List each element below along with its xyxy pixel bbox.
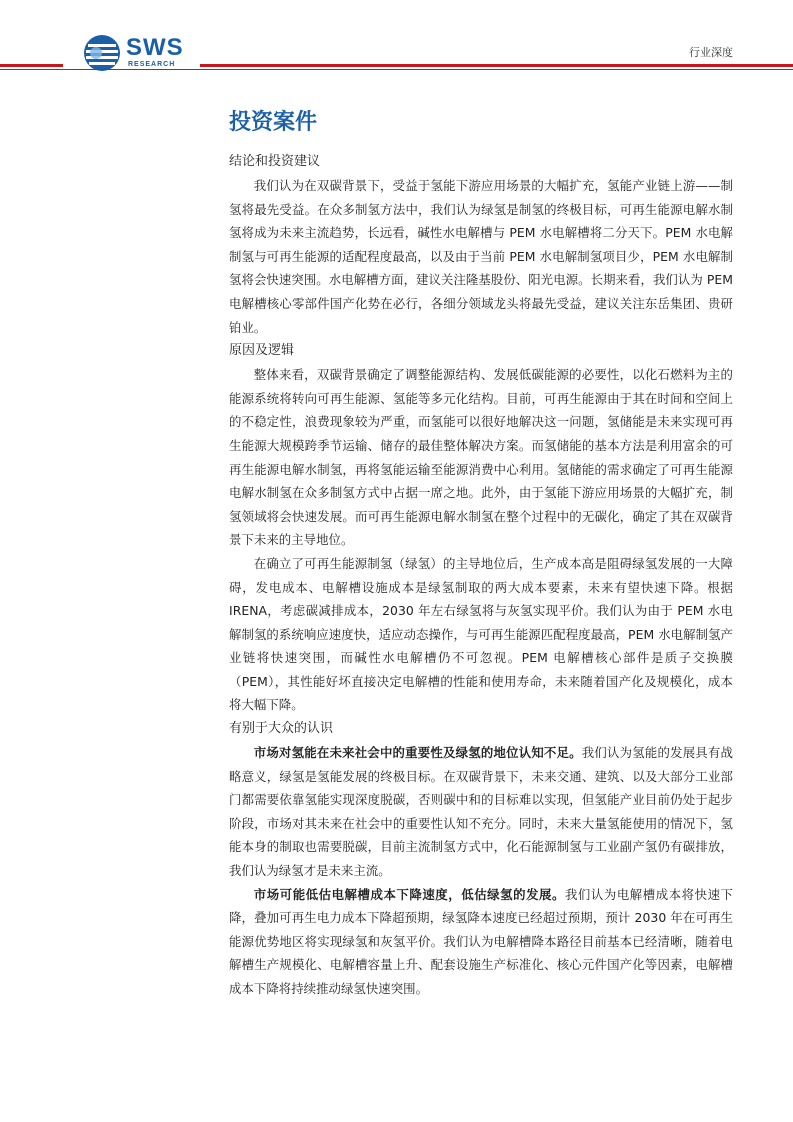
sws-logo — [82, 33, 202, 73]
report-body — [229, 106, 733, 1001]
header-rule-right — [200, 64, 793, 67]
sws-globe-icon — [82, 33, 122, 73]
subhead-conclusion: 结论和投资建议 — [229, 154, 321, 169]
report-type-label: 行业深度 — [689, 46, 733, 59]
subhead-differentiated-view: 有别于大众的认识 — [229, 721, 334, 737]
paragraph-text: 我们认为氢能的发展具有战略意义，绿氢是氢能发展的终极目标。在双碳背景下，未来交通、建筑、以及大部分工业部门都需要依靠氢能实现深度脱碳，否则碳中和的目标难以实现，但氢能产业目前仍处于起步阶段，市场对其未来在社会中的重要性认知不充分。同时，未来大量氢能使用的情况下，氢能本身的制取也需要脱碳，目前主流制氢方式中，化石能源制氢与工业副产氢仍有碳排放，我们认为绿氢才是未来主流。 — [229, 745, 733, 879]
page-header — [0, 0, 793, 80]
paragraph — [229, 741, 733, 883]
logo-subtitle: RESEARCH — [128, 61, 176, 68]
block-differentiated-view — [229, 717, 733, 1001]
paragraph — [229, 552, 733, 717]
paragraph-lead: 市场可能低估电解槽成本下降速度，低估绿氢的发展。 — [253, 886, 565, 902]
paragraph — [229, 174, 733, 339]
paragraph-lead: 市场对氢能在未来社会中的重要性及绿氢的地位认知不足。 — [253, 745, 582, 761]
paragraph — [229, 363, 733, 552]
section-title: 投资案件 — [229, 110, 318, 135]
block-conclusion — [229, 150, 733, 339]
paragraph-text: 在确立了可再生能源制氢（绿氢）的主导地位后，生产成本高是阻碍绿氢发展的一大障碍，发电成本、电解槽设施成本是绿氢制取的两大成本要素，未来有望快速下降。根据 IRENA，考虑碳减排成本，2030 年左右绿氢将与灰氢实现平价。我们认为由于 PEM 水电解制氢的系统响应速度快，适应动态操作，与可再生能源匹配程度最高，PEM 水电解制氢产业链将快速突围，而碱性水电解槽仍不可忽视。PEM 电解槽核心部件是质子交换膜（PEM），其性能好坏直接决定电解槽的性能和使用寿命，未来随着国产化及规模化，成本将大幅下降。 — [229, 555, 733, 713]
header-rule-left — [0, 64, 63, 67]
block-reasoning — [229, 339, 733, 717]
header-rule-thin — [0, 69, 793, 70]
paragraph-text: 我们认为电解槽成本将快速下降，叠加可再生电力成本下降超预期，绿氢降本速度已经超过预期，预计 2030 年在可再生能源优势地区将实现绿氢和灰氢平价。我们认为电解槽降本路径目前基本已经清晰，随着电解槽生产规模化、电解槽容量上升、配套设施生产标准化、核心元件国产化等因素，电解槽成本下降将持续推动绿氢快速突围。 — [229, 886, 733, 996]
subhead-reasoning: 原因及逻辑 — [229, 343, 295, 359]
paragraph-text: 我们认为在双碳背景下，受益于氢能下游应用场景的大幅扩充，氢能产业链上游——制氢将最先受益。在众多制氢方法中，我们认为绿氢是制氢的终极目标，可再生能源电解水制氢将成为未来主流趋势，长远看，碱性水电解槽与 PEM 水电解槽将二分天下。PEM 水电解制氢与可再生能源的适配程度最高，以及由于当前 PEM 水电解制氢项目少，PEM 水电解制氢将会快速突围。水电解槽方面，建议关注隆基股份、阳光电源。长期来看，我们认为 PEM 电解槽核心零部件国产化势在必行，各细分领域龙头将最先受益，建议关注东岳集团、贵研铂业。 — [229, 178, 733, 335]
paragraph — [229, 883, 733, 1001]
paragraph-text: 整体来看，双碳背景确定了调整能源结构、发展低碳能源的必要性，以化石燃料为主的能源系统将转向可再生能源、氢能等多元化结构。目前，可再生能源由于其在时间和空间上的不稳定性，浪费现象较为严重，而氢能可以很好地解决这一问题，氢储能是未来实现可再生能源大规模跨季节运输、储存的最佳整体解决方案。而氢储能的基本方法是利用富余的可再生能源电解水制氢，再将氢能运输至能源消费中心利用。氢储能的需求确定了可再生能源电解水制氢在众多制氢方式中占据一席之地。此外，由于氢能下游应用场景的大幅扩充，制氢领域将会快速发展。而可再生能源电解水制氢在整个过程中的无碳化，确定了其在双碳背景下未来的主导地位。 — [229, 367, 733, 548]
logo-wordmark: SWS — [126, 34, 184, 61]
